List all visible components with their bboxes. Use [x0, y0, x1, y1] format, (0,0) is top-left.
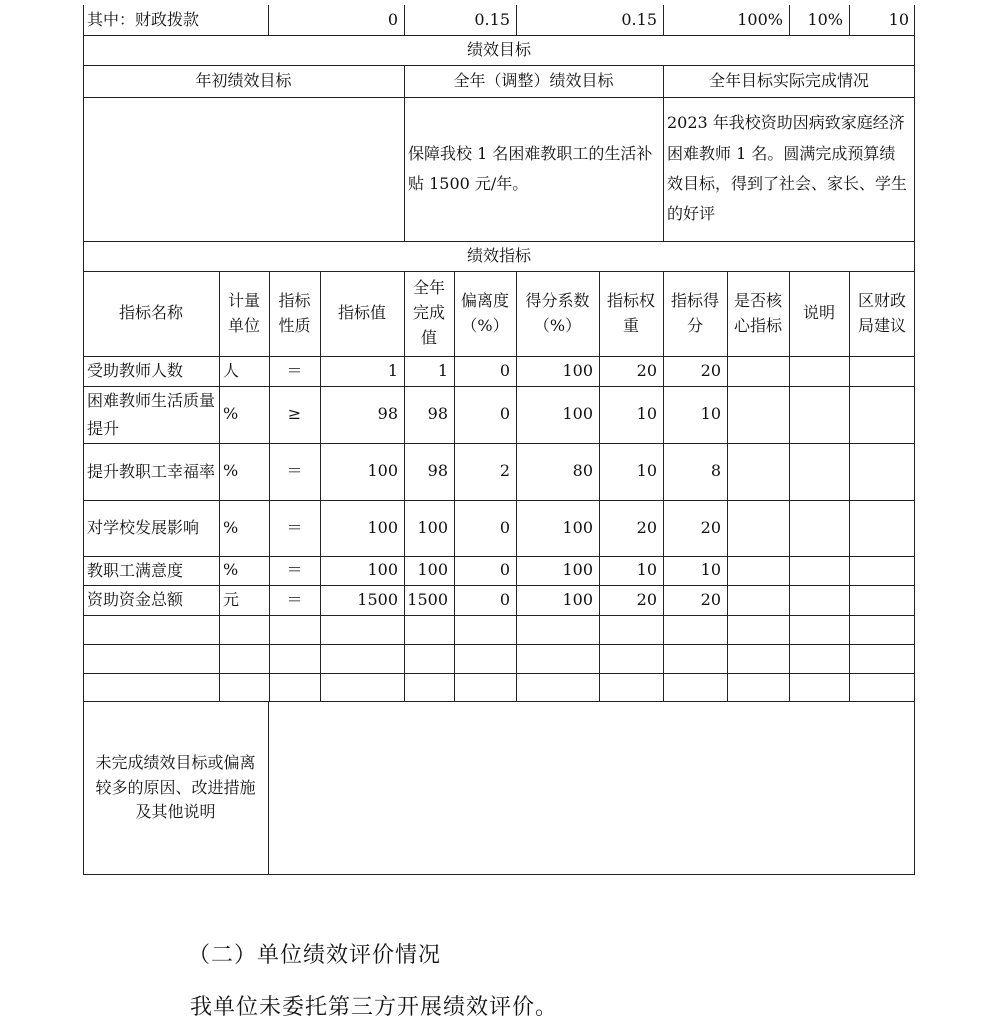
cell-nature	[269, 644, 320, 673]
cell-deviation	[454, 673, 516, 701]
cell-deviation	[454, 644, 516, 673]
cell-score-coefficient	[516, 615, 599, 644]
cell-indicator-name	[83, 644, 219, 673]
indicators-section-title: 绩效指标	[466, 245, 531, 265]
cell-finance-bureau-advice	[849, 673, 915, 701]
cell-nature: ＝	[286, 517, 303, 537]
cell-deviation: 0	[499, 589, 510, 609]
cell-nature	[269, 615, 320, 644]
cell-indicator-name: 资助资金总额	[87, 590, 184, 610]
cell-nature: ＝	[286, 360, 303, 380]
cell-explanation	[789, 386, 849, 443]
adjusted-goal-text: 保障我校 1 名困难教职工的生活补贴 1500 元/年。	[408, 143, 653, 193]
cell-score	[663, 644, 727, 673]
cell-indicator-name: 提升教职工幸福率	[87, 461, 216, 481]
cell-score: 20	[700, 589, 721, 609]
cell-score-coefficient: 100	[562, 404, 593, 424]
funding-value-1: 0	[387, 9, 398, 29]
cell-target-value: 1500	[357, 589, 398, 609]
cell-unit	[219, 615, 269, 644]
cell-indicator-name: 受助教师人数	[87, 361, 184, 381]
notes-text	[268, 701, 915, 875]
initial-goal-text	[83, 97, 404, 241]
cell-explanation	[789, 644, 849, 673]
cell-core-indicator	[727, 644, 789, 673]
cell-score-coefficient	[516, 644, 599, 673]
cell-nature: ＝	[286, 589, 303, 609]
funding-value-6: 10	[888, 9, 909, 29]
cell-indicator-name: 教职工满意度	[87, 560, 184, 580]
cell-score: 10	[700, 560, 721, 580]
cell-indicator-name	[83, 673, 219, 701]
cell-explanation	[789, 585, 849, 615]
header-weight: 指标权重	[606, 290, 655, 335]
header-target-value: 指标值	[337, 303, 386, 323]
cell-explanation	[789, 500, 849, 556]
cell-weight	[599, 673, 663, 701]
cell-annual-completion: 98	[427, 461, 448, 481]
cell-indicator-name	[83, 615, 219, 644]
header-unit: 计量单位	[227, 290, 260, 335]
cell-score-coefficient: 80	[572, 461, 593, 481]
cell-annual-completion	[404, 673, 454, 701]
cell-core-indicator	[727, 673, 789, 701]
cell-target-value	[320, 644, 404, 673]
cell-unit: %	[223, 461, 239, 481]
cell-deviation: 2	[499, 461, 510, 481]
cell-score: 10	[700, 404, 721, 424]
cell-unit: %	[223, 517, 239, 537]
header-finance-bureau-advice: 区财政局建议	[857, 290, 906, 335]
cell-unit	[219, 644, 269, 673]
header-nature: 指标性质	[278, 290, 311, 335]
cell-finance-bureau-advice	[849, 644, 915, 673]
cell-weight: 10	[636, 560, 657, 580]
cell-core-indicator	[727, 556, 789, 585]
cell-target-value: 98	[377, 404, 398, 424]
cell-finance-bureau-advice	[849, 500, 915, 556]
cell-unit: 元	[223, 589, 240, 609]
funding-value-5: 10%	[807, 9, 843, 29]
cell-unit: %	[223, 404, 239, 424]
funding-row-label: 其中：财政拨款	[87, 9, 200, 29]
cell-finance-bureau-advice	[849, 443, 915, 500]
cell-core-indicator	[727, 585, 789, 615]
cell-deviation	[454, 615, 516, 644]
cell-explanation	[789, 356, 849, 386]
evaluation-paragraph: 我单位未委托第三方开展绩效评价。	[190, 995, 559, 1020]
performance-table	[83, 5, 915, 875]
header-annual-completion: 全年完成值	[412, 278, 445, 347]
notes-label: 未完成绩效目标或偏离较多的原因、改进措施及其他说明	[95, 752, 256, 822]
cell-core-indicator	[727, 443, 789, 500]
header-indicator-name: 指标名称	[118, 303, 183, 323]
goals-section-title: 绩效目标	[466, 39, 531, 59]
cell-annual-completion: 100	[417, 517, 448, 537]
cell-score	[663, 615, 727, 644]
header-explanation: 说明	[802, 303, 835, 323]
cell-annual-completion: 1	[437, 360, 448, 380]
cell-nature: ≥	[287, 404, 302, 424]
cell-weight: 20	[636, 360, 657, 380]
cell-score-coefficient: 100	[562, 560, 593, 580]
cell-finance-bureau-advice	[849, 386, 915, 443]
cell-weight	[599, 644, 663, 673]
cell-annual-completion	[404, 615, 454, 644]
initial-goal-header: 年初绩效目标	[195, 70, 292, 90]
cell-nature: ＝	[286, 461, 303, 481]
adjusted-goal-header: 全年（调整）绩效目标	[453, 70, 614, 90]
cell-explanation	[789, 615, 849, 644]
cell-weight: 10	[636, 404, 657, 424]
cell-score: 20	[700, 517, 721, 537]
cell-explanation	[789, 556, 849, 585]
cell-core-indicator	[727, 615, 789, 644]
cell-unit: %	[223, 560, 239, 580]
cell-target-value: 100	[367, 560, 398, 580]
header-score-coefficient: 得分系数（%）	[525, 290, 590, 335]
cell-nature	[269, 673, 320, 701]
cell-weight: 10	[636, 461, 657, 481]
cell-indicator-name: 困难教师生活质量提升	[87, 391, 216, 438]
cell-deviation: 0	[499, 360, 510, 380]
funding-value-2: 0.15	[474, 9, 510, 29]
cell-annual-completion: 1500	[407, 589, 448, 609]
cell-score: 20	[700, 360, 721, 380]
actual-completion-header: 全年目标实际完成情况	[708, 70, 869, 90]
header-deviation: 偏离度（%）	[460, 290, 509, 335]
cell-target-value: 100	[367, 517, 398, 537]
cell-score-coefficient: 100	[562, 517, 593, 537]
actual-completion-text: 2023 年我校资助因病致家庭经济困难教师 1 名。圆满完成预算绩效目标，得到了社会、家长、学生的好评	[667, 113, 908, 224]
cell-explanation	[789, 673, 849, 701]
cell-finance-bureau-advice	[849, 615, 915, 644]
cell-core-indicator	[727, 356, 789, 386]
cell-score-coefficient: 100	[562, 589, 593, 609]
cell-target-value	[320, 673, 404, 701]
cell-annual-completion: 98	[427, 404, 448, 424]
cell-nature: ＝	[286, 560, 303, 580]
cell-core-indicator	[727, 500, 789, 556]
cell-weight: 20	[636, 517, 657, 537]
cell-unit	[219, 673, 269, 701]
cell-finance-bureau-advice	[849, 556, 915, 585]
cell-score	[663, 673, 727, 701]
cell-score: 8	[710, 461, 721, 481]
cell-target-value: 100	[367, 461, 398, 481]
cell-annual-completion	[404, 644, 454, 673]
cell-deviation: 0	[499, 560, 510, 580]
cell-deviation: 0	[499, 404, 510, 424]
header-score: 指标得分	[670, 290, 719, 335]
funding-value-3: 0.15	[621, 9, 657, 29]
cell-finance-bureau-advice	[849, 356, 915, 386]
cell-score-coefficient: 100	[562, 360, 593, 380]
cell-unit: 人	[223, 360, 240, 380]
cell-annual-completion: 100	[417, 560, 448, 580]
cell-target-value	[320, 615, 404, 644]
cell-core-indicator	[727, 386, 789, 443]
cell-weight: 20	[636, 589, 657, 609]
cell-score-coefficient	[516, 673, 599, 701]
cell-indicator-name: 对学校发展影响	[87, 518, 200, 538]
cell-weight	[599, 615, 663, 644]
cell-deviation: 0	[499, 517, 510, 537]
cell-finance-bureau-advice	[849, 585, 915, 615]
section-heading: （二）单位绩效评价情况	[188, 943, 442, 968]
cell-explanation	[789, 443, 849, 500]
header-core-indicator: 是否核心指标	[733, 290, 782, 335]
funding-value-4: 100%	[737, 9, 783, 29]
cell-target-value: 1	[387, 360, 398, 380]
